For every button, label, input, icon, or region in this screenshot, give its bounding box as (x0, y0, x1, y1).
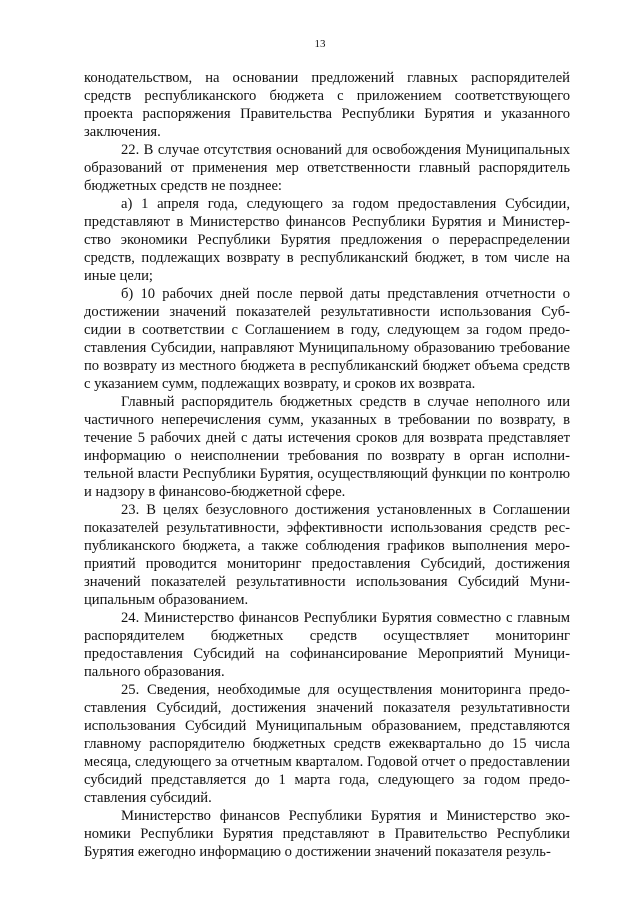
paragraph-23: 23. В целях безусловного достижения установленных в Соглашении показателей результативности, эффективности использования средств республиканского бюджета, а также соблюдения графиков выполнения мероприятий проводится мониторинг предоставления Субсидий, достижения значений показателей результативности использования Субсидий Муниципальным образованием. (84, 502, 570, 608)
paragraph-continuation: конодательством, на основании предложений главных распорядителей средств республиканского бюджета с приложением соответствующего проекта распоряжения Правительства Республики Бурятия и указанного заключения. (84, 70, 570, 140)
paragraph-22: 22. В случае отсутствия оснований для освобождения Муниципальных образований от применения мер ответственности главный распорядитель бюджетных средств не позднее: (84, 142, 570, 194)
paragraph-25-ministries: Министерство финансов Республики Бурятия и Министерство экономики Республики Бурятия представляют в Правительство Республики Бурятия ежегодно информацию о достижении значений показателя резуль- (84, 808, 570, 860)
paragraph-22-a: а) 1 апреля года, следующего за годом предоставления Субсидии, представляют в Министерство финансов Республики Бурятия и Министерство экономики Республики Бурятия предложения о перераспределении средств, подлежащих возврату в республиканский бюджет, в том числе на иные цели; (84, 196, 570, 284)
paragraph-25: 25. Сведения, необходимые для осуществления мониторинга предоставления Субсидий, достижения значений показателя результативности использования Субсидий Муниципальным образованием, представляются главному распорядителю бюджетных средств ежеквартально до 15 числа месяца, следующего за отчетным кварталом. Годовой отчет о предоставлении субсидий представляется до 1 марта года, следующего за годом предоставления субсидий. (84, 682, 570, 806)
page-number: 13 (314, 38, 326, 50)
document-body (84, 69, 570, 861)
paragraph-22-note: Главный распорядитель бюджетных средств в случае неполного или частичного неперечисления сумм, указанных в требовании по возврату, в течение 5 рабочих дней с даты истечения сроков для возврата представляет информацию о неисполнении требования по возврату в орган исполнительной власти Республики Бурятия, осуществляющий функции по контролю и надзору в финансово-бюджетной сфере. (84, 394, 570, 500)
paragraph-22-b: б) 10 рабочих дней после первой даты представления отчетности о достижении значений показателей результативности использования Субсидии в соответствии с Соглашением в году, следующем за годом предоставления Субсидии, направляют Муниципальному образованию требование по возврату из местного бюджета в республиканский бюджет объема средств с указанием сумм, подлежащих возврату, и сроков их возврата. (84, 286, 570, 392)
paragraph-24: 24. Министерство финансов Республики Бурятия совместно с главным распорядителем бюджетных средств осуществляет мониторинг предоставления Субсидий на софинансирование Мероприятий Муниципального образования. (84, 610, 570, 680)
